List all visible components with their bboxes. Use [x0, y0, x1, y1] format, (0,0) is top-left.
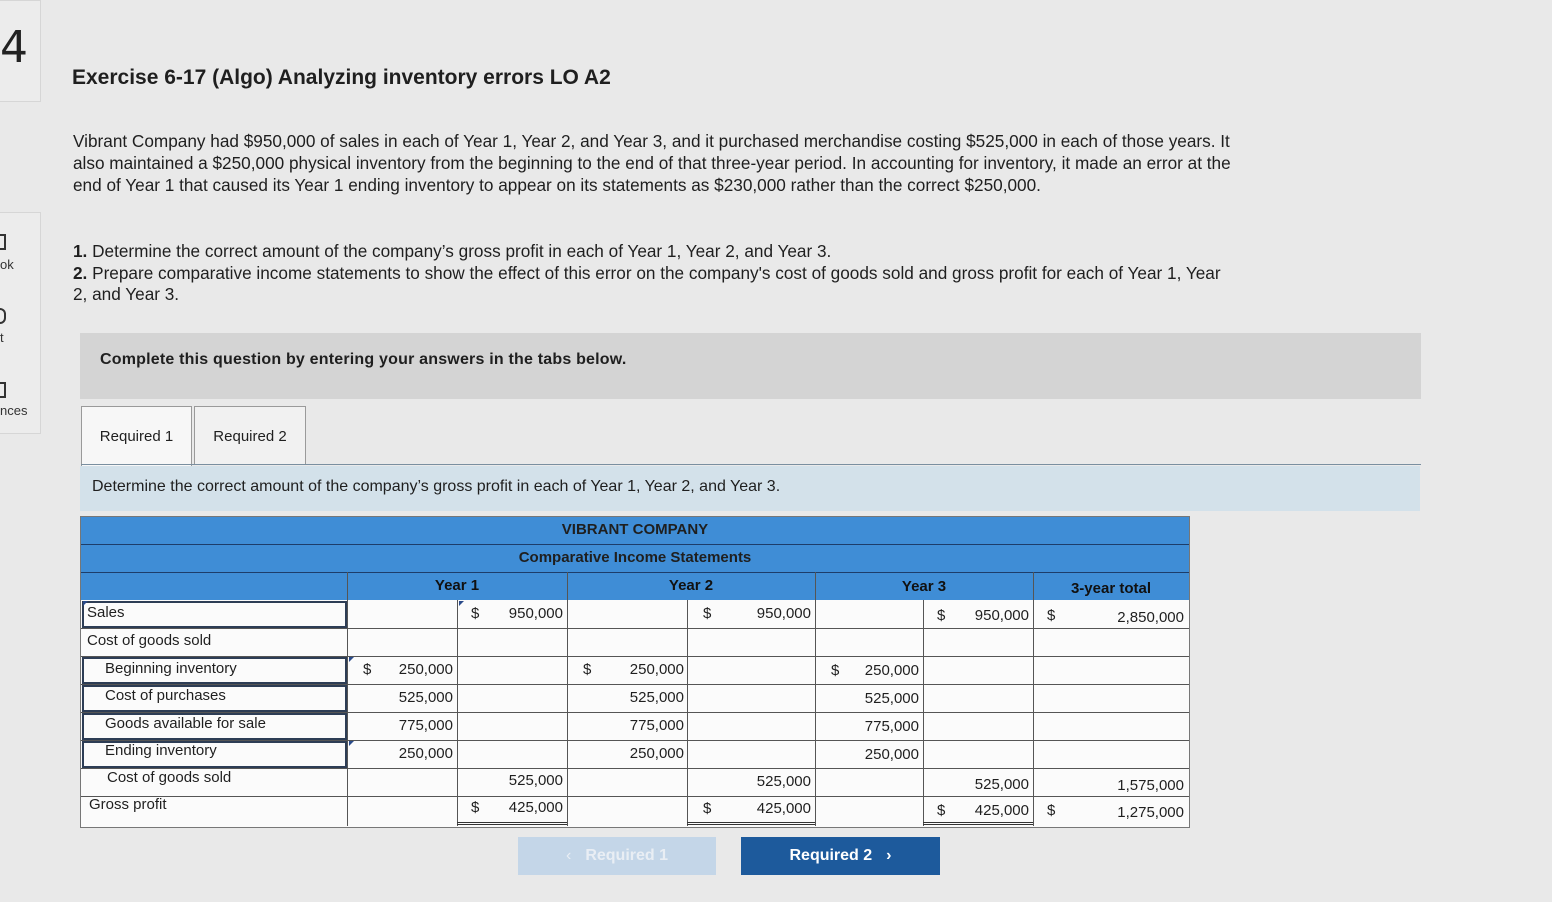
tab-instruction: Determine the correct amount of the company’s gross profit in each of Year 1, Year 2, and Year 3.	[80, 466, 1420, 511]
row-label-sales: Sales	[87, 604, 125, 621]
gross-profit-year-1[interactable]: 425,000	[508, 799, 563, 816]
row-label-cost-of-purchases: Cost of purchases	[105, 687, 226, 704]
currency-symbol: $	[703, 605, 712, 622]
tab-required-1[interactable]: Required 1	[81, 406, 192, 466]
ending-inventory-year-1[interactable]: 250,000	[398, 745, 453, 762]
row-label-ending-inventory: Ending inventory	[105, 742, 217, 759]
col-year-2: Year 2	[668, 577, 714, 594]
row-label-beginning-inventory: Beginning inventory	[105, 660, 237, 677]
statement-title: Comparative Income Statements	[518, 549, 752, 566]
references-icon[interactable]	[0, 382, 6, 398]
currency-symbol: $	[703, 800, 712, 817]
row-label-cogs-header: Cost of goods sold	[87, 632, 212, 649]
row-label-goods-available: Goods available for sale	[105, 715, 266, 732]
task-list	[73, 241, 1233, 306]
col-3-year-total: 3-year total	[1070, 580, 1152, 597]
cogs-year-1[interactable]: 525,000	[508, 772, 563, 789]
cogs-year-3[interactable]: 525,000	[974, 776, 1029, 793]
chevron-right-icon: ›	[886, 847, 892, 864]
ending-inventory-year-2[interactable]: 250,000	[629, 745, 684, 762]
chevron-left-icon: ‹	[565, 847, 572, 864]
currency-symbol: $	[937, 802, 946, 819]
currency-symbol: $	[937, 607, 946, 624]
sidebar-label-references[interactable]: nces	[0, 403, 28, 418]
row-label-cogs: Cost of goods sold	[107, 769, 232, 786]
question-number: 4	[0, 22, 28, 73]
gross-profit-year-3[interactable]: 425,000	[974, 802, 1029, 819]
exercise-title: Exercise 6-17 (Algo) Analyzing inventory errors LO A2	[72, 66, 611, 89]
ending-inventory-year-3[interactable]: 250,000	[864, 746, 919, 763]
gross-profit-total[interactable]: 1,275,000	[1117, 804, 1184, 821]
cogs-total[interactable]: 1,575,000	[1117, 777, 1184, 794]
sidebar-tools-box	[0, 212, 41, 434]
sales-year-2[interactable]: 950,000	[756, 605, 811, 622]
beginning-inventory-year-1[interactable]: 250,000	[398, 661, 453, 678]
tab-divider	[81, 464, 1421, 465]
company-name: VIBRANT COMPANY	[561, 521, 709, 538]
tab-required-2[interactable]: Required 2	[194, 406, 306, 465]
goods-available-year-2[interactable]: 775,000	[629, 717, 684, 734]
sidebar	[0, 0, 40, 902]
goods-available-year-3[interactable]: 775,000	[864, 718, 919, 735]
purchases-year-3[interactable]: 525,000	[864, 690, 919, 707]
sidebar-label-ebook[interactable]: ok	[0, 257, 14, 272]
purchases-year-1[interactable]: 525,000	[398, 689, 453, 706]
goods-available-year-1[interactable]: 775,000	[398, 717, 453, 734]
beginning-inventory-year-2[interactable]: 250,000	[629, 661, 684, 678]
col-year-1: Year 1	[434, 577, 480, 594]
task-item: 2. Prepare comparative income statements to show the effect of this error on the company's cost of goods sold and gross profit for each of Year 1, Year 2, and Year 3.	[73, 262, 1221, 304]
currency-symbol: $	[471, 799, 480, 816]
row-label-gross-profit: Gross profit	[89, 796, 167, 813]
gross-profit-year-2[interactable]: 425,000	[756, 800, 811, 817]
prev-button[interactable]: ‹ Required 1	[518, 837, 716, 875]
currency-symbol: $	[1047, 802, 1056, 819]
col-year-3: Year 3	[901, 578, 947, 595]
income-statement-table	[80, 516, 1190, 828]
ebook-icon[interactable]	[0, 234, 6, 250]
currency-symbol: $	[363, 661, 372, 678]
beginning-inventory-year-3[interactable]: 250,000	[864, 662, 919, 679]
currency-symbol: $	[583, 661, 592, 678]
currency-symbol: $	[831, 662, 840, 679]
cogs-year-2[interactable]: 525,000	[756, 773, 811, 790]
instructions-banner: Complete this question by entering your answers in the tabs below.	[80, 333, 1421, 399]
sales-year-3[interactable]: 950,000	[974, 607, 1029, 624]
sales-total[interactable]: 2,850,000	[1117, 609, 1184, 626]
currency-symbol: $	[1047, 607, 1056, 624]
sales-year-1[interactable]: 950,000	[508, 605, 563, 622]
sidebar-label-print[interactable]: t	[0, 330, 4, 345]
next-button[interactable]: Required 2 ›	[741, 837, 940, 875]
purchases-year-2[interactable]: 525,000	[629, 689, 684, 706]
task-item: 1. Determine the correct amount of the company’s gross profit in each of Year 1, Year 2, and Year 3.	[73, 241, 832, 261]
currency-symbol: $	[471, 605, 480, 622]
problem-intro: Vibrant Company had $950,000 of sales in each of Year 1, Year 2, and Year 3, and it purchased merchandise costing $525,000 in each of those years. It also maintained a $250,000 physical inventory from the beginning to the end of that three-year period. In accounting for inventory, it made an error at the end of Year 1 that caused its Year 1 ending inventory to appear on its statements as $230,000 rather than the correct $250,000.	[73, 131, 1231, 195]
